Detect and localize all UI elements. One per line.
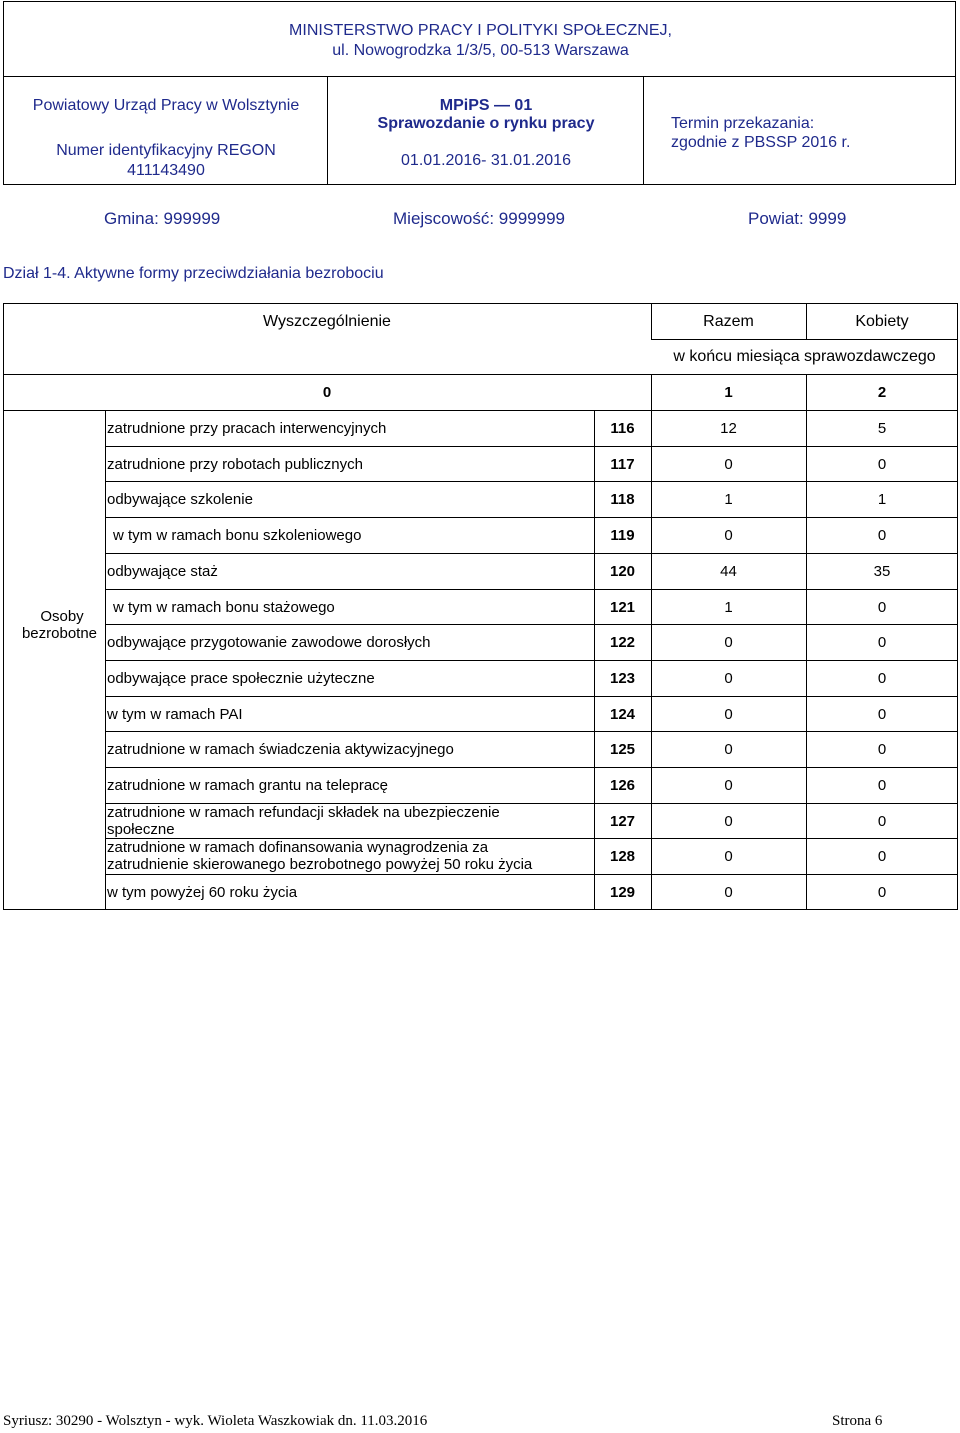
table-row [0, 696, 960, 732]
row-code: 129 [609, 884, 636, 901]
row-code: 124 [609, 706, 636, 723]
row-total: 0 [724, 741, 733, 758]
miejscowosc: Miejscowość: 9999999 [393, 209, 565, 228]
grid-line-h [651, 339, 958, 340]
row-total: 0 [724, 456, 733, 473]
row-total: 0 [724, 670, 733, 687]
gmina: Gmina: 999999 [104, 209, 221, 228]
row-label-line1: zatrudnione w ramach refundacji składek na ubezpieczenie [107, 804, 500, 821]
grid-line-v [806, 303, 807, 339]
grid-line-v [651, 374, 652, 410]
row-total: 0 [724, 634, 733, 651]
row-label: odbywające przygotowanie zawodowe dorosłych [107, 634, 431, 651]
row-label: zatrudnione przy pracach interwencyjnych [107, 420, 387, 437]
row-women: 0 [877, 884, 887, 901]
row-women: 0 [877, 634, 887, 651]
row-label: odbywające staż [107, 563, 218, 580]
report-period: 01.01.2016- 31.01.2016 [401, 152, 571, 169]
row-total: 1 [724, 599, 733, 616]
row-code: 119 [610, 527, 635, 544]
regon-value: 411143490 [127, 162, 205, 179]
row-label: odbywające szkolenie [107, 491, 253, 508]
row-total: 44 [720, 563, 737, 580]
row-code: 122 [609, 634, 636, 651]
deadline-value: zgodnie z PBSSP 2016 r. [671, 134, 851, 151]
page-number: Strona 6 [832, 1413, 883, 1429]
office-block [4, 77, 328, 185]
row-total: 0 [724, 884, 733, 901]
ministry-block [4, 2, 955, 77]
table-row [0, 660, 960, 696]
table-row [0, 838, 960, 874]
group-label-line1: Osoby [40, 608, 84, 625]
row-code: 118 [610, 491, 635, 508]
row-women: 0 [877, 706, 887, 723]
grid-line-h [3, 374, 958, 375]
regon-label: Numer identyfikacyjny REGON [56, 142, 276, 159]
table-row [0, 589, 960, 625]
table-row [0, 767, 960, 803]
office-name: Powiatowy Urząd Pracy w Wolsztynie [32, 97, 300, 114]
row-code: 121 [609, 599, 636, 616]
table-row [0, 553, 960, 589]
row-label: w tym w ramach bonu stażowego [113, 599, 335, 616]
footer-text: Syriusz: 30290 - Wolsztyn - wyk. Wioleta Waszkowiak dn. 11.03.2016 [3, 1413, 428, 1429]
row-women: 0 [877, 813, 887, 830]
group-label-line2: bezrobotne [21, 625, 98, 642]
row-code: 125 [609, 741, 636, 758]
col-header-spec: Wyszczególnienie [263, 313, 391, 330]
row-total: 0 [724, 527, 733, 544]
form-code: MPiPS — 01 [439, 97, 533, 114]
row-total: 0 [724, 777, 733, 794]
row-women: 1 [877, 491, 887, 508]
row-women: 0 [877, 848, 887, 865]
row-code: 126 [609, 777, 636, 794]
row-label-line2: społeczne [107, 821, 175, 838]
col-index-1: 1 [724, 384, 733, 401]
deadline-label: Termin przekazania: [671, 115, 815, 132]
row-total: 0 [724, 848, 733, 865]
col-index-0: 0 [322, 384, 332, 401]
row-label-line1: zatrudnione w ramach dofinansowania wynagrodzenia za [107, 839, 489, 856]
col-header-women: Kobiety [855, 313, 909, 330]
row-label: w tym powyżej 60 roku życia [107, 884, 298, 901]
row-total: 0 [724, 813, 733, 830]
table-row [0, 874, 960, 910]
row-label: w tym w ramach PAI [107, 706, 243, 723]
form-title: Sprawozdanie o rynku pracy [377, 115, 595, 132]
ministry-address: ul. Nowogrodzka 1/3/5, 00-513 Warszawa [332, 42, 629, 59]
row-code: 120 [609, 563, 636, 580]
row-women: 0 [877, 456, 887, 473]
row-code: 127 [609, 813, 636, 830]
row-code: 116 [610, 420, 635, 437]
row-women: 0 [877, 777, 887, 794]
row-women: 0 [877, 599, 887, 616]
row-women: 0 [877, 741, 887, 758]
row-total: 0 [724, 706, 733, 723]
table-row [0, 481, 960, 517]
row-women: 5 [877, 420, 887, 437]
row-total: 1 [724, 491, 733, 508]
row-total: 12 [720, 420, 737, 437]
report-header [3, 1, 956, 185]
row-women: 0 [877, 670, 887, 687]
row-label: zatrudnione przy robotach publicznych [107, 456, 363, 473]
row-label: zatrudnione w ramach świadczenia aktywizacyjnego [107, 741, 454, 758]
grid-line-v [651, 303, 652, 339]
ministry-name: MINISTERSTWO PRACY I POLITYKI SPOŁECZNEJ, [289, 22, 672, 39]
table-row [0, 446, 960, 482]
table-row [0, 731, 960, 767]
row-label-line2: zatrudnienie skierowanego bezrobotnego powyżej 50 roku życia [107, 856, 533, 873]
powiat: Powiat: 9999 [748, 209, 847, 228]
row-label: zatrudnione w ramach grantu na telepracę [107, 777, 389, 794]
table-row [0, 517, 960, 553]
grid-line-v [806, 374, 807, 410]
deadline-block [644, 77, 957, 185]
col-index-2: 2 [877, 384, 887, 401]
row-code: 128 [609, 848, 636, 865]
row-code: 123 [609, 670, 636, 687]
row-women: 0 [877, 527, 887, 544]
table-row [0, 624, 960, 660]
row-women: 35 [873, 563, 891, 580]
row-label: w tym w ramach bonu szkoleniowego [113, 527, 362, 544]
col-header-total: Razem [703, 313, 754, 330]
table-row [0, 410, 960, 446]
col-subheader: w końcu miesiąca sprawozdawczego [673, 348, 936, 365]
form-block [328, 77, 644, 185]
row-code: 117 [610, 456, 635, 473]
row-label: odbywające prace społecznie użyteczne [107, 670, 375, 687]
table-row [0, 803, 960, 839]
section-title: Dział 1-4. Aktywne formy przeciwdziałania bezrobociu [3, 265, 384, 282]
